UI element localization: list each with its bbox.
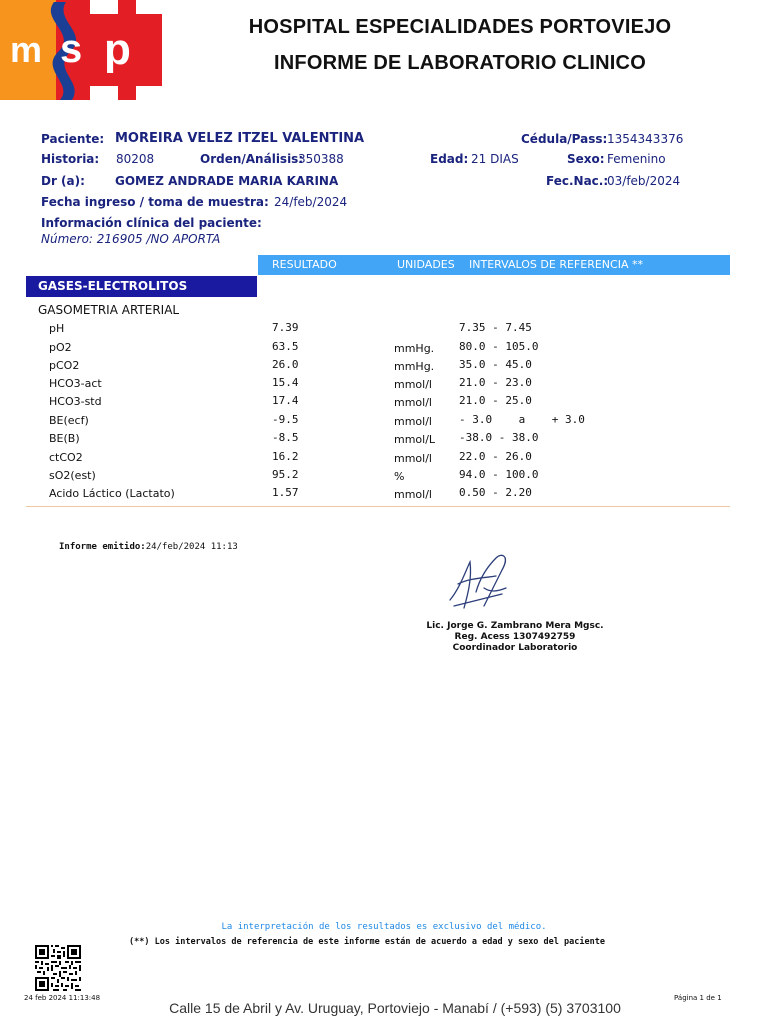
- emitted-label: Informe emitido:: [59, 542, 146, 552]
- test-unit: %: [394, 470, 405, 483]
- historia-value: 80208: [116, 152, 155, 166]
- result-row-be-ecf: [0, 414, 768, 432]
- test-unit: mmol/l: [394, 378, 432, 391]
- result-row-ph: [0, 322, 768, 340]
- footer-address: Calle 15 de Abril y Av. Uruguay, Portoviejo - Manabí / (+593) (5) 3703100: [169, 1000, 621, 1016]
- svg-text:s: s: [60, 27, 83, 71]
- test-reference: 94.0 - 100.0: [459, 468, 539, 481]
- page-number: Página 1 de 1: [674, 994, 722, 1002]
- reference-note: (**) Los intervalos de referencia de este informe están de acuerdo a edad y sexo del paciente: [129, 937, 605, 947]
- fecha-label: Fecha ingreso / toma de muestra:: [41, 195, 269, 209]
- test-name: ctCO2: [49, 451, 83, 464]
- test-unit: mmHg.: [394, 342, 435, 355]
- test-reference: 0.50 - 2.20: [459, 486, 532, 499]
- handwritten-signature-icon: [440, 548, 520, 620]
- test-reference: -38.0 - 38.0: [459, 431, 539, 444]
- report-emitted: [59, 542, 238, 552]
- fecnac-label: Fec.Nac.:: [546, 174, 609, 188]
- test-result: 7.39: [272, 321, 299, 334]
- col-unidades: UNIDADES: [397, 258, 455, 271]
- patient-label: Paciente:: [41, 132, 105, 146]
- edad-value: 21 DIAS: [471, 152, 519, 166]
- test-reference: 35.0 - 45.0: [459, 358, 532, 371]
- test-reference: - 3.0 a + 3.0: [459, 413, 585, 426]
- subsection-title: GASOMETRIA ARTERIAL: [38, 303, 180, 317]
- orden-label: Orden/Análisis:: [200, 152, 304, 166]
- fecha-value: 24/feb/2024: [274, 195, 348, 209]
- svg-text:m: m: [10, 29, 43, 70]
- edad-label: Edad:: [430, 152, 469, 166]
- print-timestamp: 24 feb 2024 11:13:48: [24, 994, 101, 1002]
- test-name: pH: [49, 322, 65, 335]
- test-result: 17.4: [272, 394, 299, 407]
- svg-text:p: p: [104, 25, 131, 74]
- patient-name: MOREIRA VELEZ ITZEL VALENTINA: [115, 131, 365, 146]
- test-reference: 80.0 - 105.0: [459, 340, 539, 353]
- sexo-value: Femenino: [607, 152, 666, 166]
- sexo-label: Sexo:: [567, 152, 605, 166]
- col-resultado: RESULTADO: [272, 258, 337, 271]
- orden-value: 350388: [298, 152, 344, 166]
- test-name: BE(ecf): [49, 414, 89, 427]
- test-unit: mmol/l: [394, 488, 432, 501]
- doctor-label: Dr (a):: [41, 174, 85, 188]
- test-result: 26.0: [272, 358, 299, 371]
- result-row-hco3-std: [0, 395, 768, 413]
- section-title: GASES-ELECTROLITOS: [38, 279, 188, 293]
- result-row-be-b: [0, 432, 768, 450]
- test-result: 16.2: [272, 450, 299, 463]
- result-row-lactato: [0, 487, 768, 505]
- test-reference: 7.35 - 7.45: [459, 321, 532, 334]
- result-row-po2: [0, 341, 768, 359]
- signatory-role: Coordinador Laboratorio: [452, 643, 578, 653]
- test-result: -8.5: [272, 431, 299, 444]
- results-divider: [26, 506, 730, 507]
- test-result: 63.5: [272, 340, 299, 353]
- test-name: sO2(est): [49, 469, 96, 482]
- test-name: pCO2: [49, 359, 80, 372]
- test-reference: 22.0 - 26.0: [459, 450, 532, 463]
- result-row-so2: [0, 469, 768, 487]
- test-unit: mmol/L: [394, 433, 436, 446]
- result-row-hco3-act: [0, 377, 768, 395]
- report-title: INFORME DE LABORATORIO CLINICO: [274, 52, 646, 74]
- test-name: HCO3-std: [49, 395, 102, 408]
- qr-code-icon: [35, 945, 81, 991]
- historia-label: Historia:: [41, 152, 100, 166]
- test-name: pO2: [49, 341, 72, 354]
- signatory-name: Lic. Jorge G. Zambrano Mera Mgsc.: [426, 621, 604, 631]
- test-result: -9.5: [272, 413, 299, 426]
- hospital-name: HOSPITAL ESPECIALIDADES PORTOVIEJO: [248, 16, 672, 38]
- test-reference: 21.0 - 25.0: [459, 394, 532, 407]
- test-unit: mmol/l: [394, 396, 432, 409]
- fecnac-value: 03/feb/2024: [607, 174, 681, 188]
- msp-logo-icon: [0, 0, 162, 100]
- cedula-label: Cédula/Pass:: [521, 132, 608, 146]
- test-result: 1.57: [272, 486, 299, 499]
- emitted-value: 24/feb/2024 11:13: [145, 542, 238, 552]
- test-unit: mmol/l: [394, 452, 432, 465]
- cedula-value: 1354343376: [607, 132, 684, 146]
- test-unit: mmHg.: [394, 360, 435, 373]
- clinical-info-value: Número: 216905 /NO APORTA: [41, 232, 221, 246]
- section-header: [26, 276, 257, 297]
- test-reference: 21.0 - 23.0: [459, 376, 532, 389]
- test-name: HCO3-act: [49, 377, 102, 390]
- signatory-block: [400, 621, 630, 654]
- test-name: BE(B): [49, 432, 80, 445]
- result-row-pco2: [0, 359, 768, 377]
- result-row-ctco2: [0, 451, 768, 469]
- col-intervalos: INTERVALOS DE REFERENCIA **: [469, 258, 643, 271]
- signatory-registration: Reg. Acess 1307492759: [454, 632, 576, 642]
- test-result: 15.4: [272, 376, 299, 389]
- clinical-info-label: Información clínica del paciente:: [41, 216, 262, 230]
- interpretation-note: La interpretación de los resultados es exclusivo del médico.: [221, 922, 547, 932]
- doctor-name: GOMEZ ANDRADE MARIA KARINA: [115, 174, 339, 188]
- test-name: Acido Láctico (Lactato): [49, 487, 175, 500]
- test-unit: mmol/l: [394, 415, 432, 428]
- test-result: 95.2: [272, 468, 299, 481]
